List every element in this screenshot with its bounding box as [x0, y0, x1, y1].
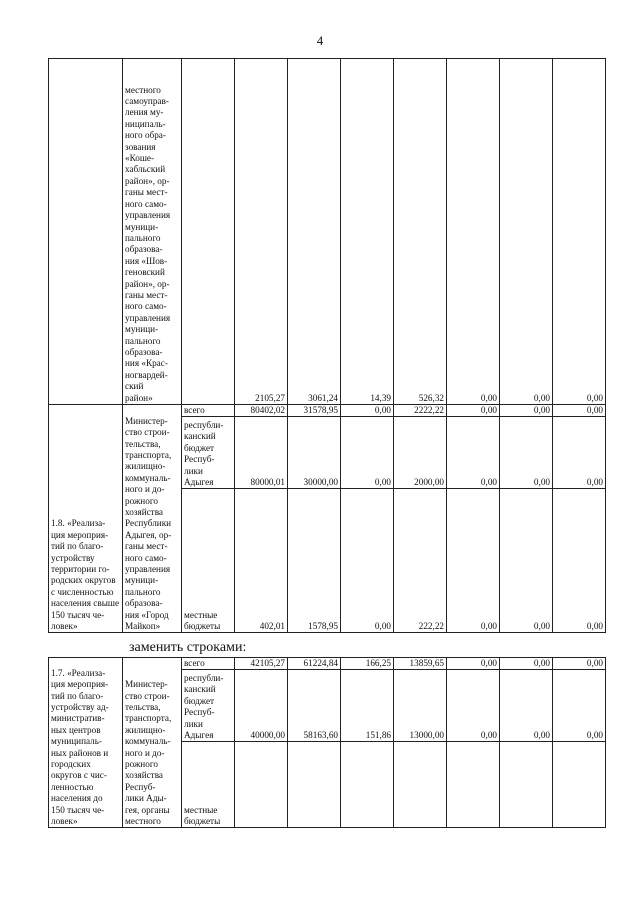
value-cell [447, 742, 500, 828]
row-1-8-name-cell: 1.8. «Реализа- ция мероприя- тий по благо- устройству территории го- родских округов с численностью населения свыше 150 тысяч че- ловек» [49, 405, 123, 633]
value-cell: 0,00 [553, 489, 606, 633]
value-cell: 0,00 [500, 670, 553, 742]
value-cell: 0,00 [447, 417, 500, 489]
continuation-source-cell [182, 59, 235, 405]
value-cell: 58163,60 [288, 670, 341, 742]
budget-table-bottom [48, 657, 606, 828]
value-cell: 222,22 [394, 489, 447, 633]
value-cell: 0,00 [500, 59, 553, 405]
row-1-7-name-cell: 1.7. «Реализа- ция мероприя- тий по благо- устройству ад- министратив- ных центров муниципаль- ных районов и городских округов с чис- ленностью населения до 150 тысяч че- ловек» [49, 658, 123, 828]
value-cell: 166,25 [341, 658, 394, 670]
value-cell: 0,00 [341, 417, 394, 489]
value-cell: 0,00 [447, 489, 500, 633]
value-cell: 0,00 [447, 670, 500, 742]
value-cell: 0,00 [341, 489, 394, 633]
value-cell: 0,00 [553, 59, 606, 405]
value-cell: 42105,27 [235, 658, 288, 670]
value-cell [394, 742, 447, 828]
value-cell: 0,00 [341, 405, 394, 417]
value-cell: 13000,00 [394, 670, 447, 742]
value-cell: 14,39 [341, 59, 394, 405]
value-cell: 0,00 [500, 405, 553, 417]
value-cell [341, 742, 394, 828]
value-cell: 0,00 [447, 59, 500, 405]
value-cell: 0,00 [447, 405, 500, 417]
value-cell: 2222,22 [394, 405, 447, 417]
source-cell: местные бюджеты [182, 489, 235, 633]
value-cell: 13859,65 [394, 658, 447, 670]
value-cell: 0,00 [553, 658, 606, 670]
source-cell: республи- канский бюджет Респуб- лики Адыгея [182, 417, 235, 489]
value-cell: 526,32 [394, 59, 447, 405]
value-cell: 61224,84 [288, 658, 341, 670]
source-cell: республи- канский бюджет Респуб- лики Адыгея [182, 670, 235, 742]
source-cell: всего [182, 405, 235, 417]
value-cell: 402,01 [235, 489, 288, 633]
value-cell [235, 742, 288, 828]
value-cell [288, 742, 341, 828]
value-cell: 30000,00 [288, 417, 341, 489]
value-cell: 0,00 [500, 658, 553, 670]
row-1-8-total [49, 405, 606, 417]
value-cell: 1578,95 [288, 489, 341, 633]
source-cell: всего [182, 658, 235, 670]
value-cell: 0,00 [500, 489, 553, 633]
row-1-8-executor-cell: Министер- ство строи- тельства, транспорта, жилищно- коммуналь- ного и до- рожного хозяйства Республики Адыгея, ор- ганы мест- ного само- управления муници- пального образова- ния «Город Майкоп» [123, 405, 182, 633]
continuation-executor-cell: местного самоуправ- ления му- ниципаль- ного обра- зования «Коше- хабльский район», ор- ганы мест- ного само- управления муници- пального образова- ния «Шов- геновский район», ор- ганы мест- ного само- управления муници- пального образова- ния «Крас- ногвардей- ский район» [123, 59, 182, 405]
value-cell: 0,00 [447, 658, 500, 670]
row-1-7-executor-cell: Министер- ство строи- тельства, транспорта, жилищно- коммуналь- ного и до- рожного хозяйства Респуб- лики Ады- гея, органы местного [123, 658, 182, 828]
value-cell: 151,86 [341, 670, 394, 742]
value-cell: 3061,24 [288, 59, 341, 405]
value-cell: 40000,00 [235, 670, 288, 742]
value-cell: 31578,95 [288, 405, 341, 417]
value-cell: 0,00 [553, 670, 606, 742]
value-cell [553, 742, 606, 828]
continuation-name-cell [49, 59, 123, 405]
value-cell [500, 742, 553, 828]
source-cell: местные бюджеты [182, 742, 235, 828]
row-1-7-total [49, 658, 606, 670]
value-cell: 80000,01 [235, 417, 288, 489]
replace-heading: заменить строками: [129, 640, 247, 655]
budget-table-top [48, 58, 606, 633]
value-cell: 0,00 [553, 405, 606, 417]
value-cell: 80402,02 [235, 405, 288, 417]
value-cell: 2105,27 [235, 59, 288, 405]
value-cell: 0,00 [553, 417, 606, 489]
continuation-row [49, 59, 606, 405]
page-number: 4 [316, 33, 324, 48]
value-cell: 2000,00 [394, 417, 447, 489]
value-cell: 0,00 [500, 417, 553, 489]
